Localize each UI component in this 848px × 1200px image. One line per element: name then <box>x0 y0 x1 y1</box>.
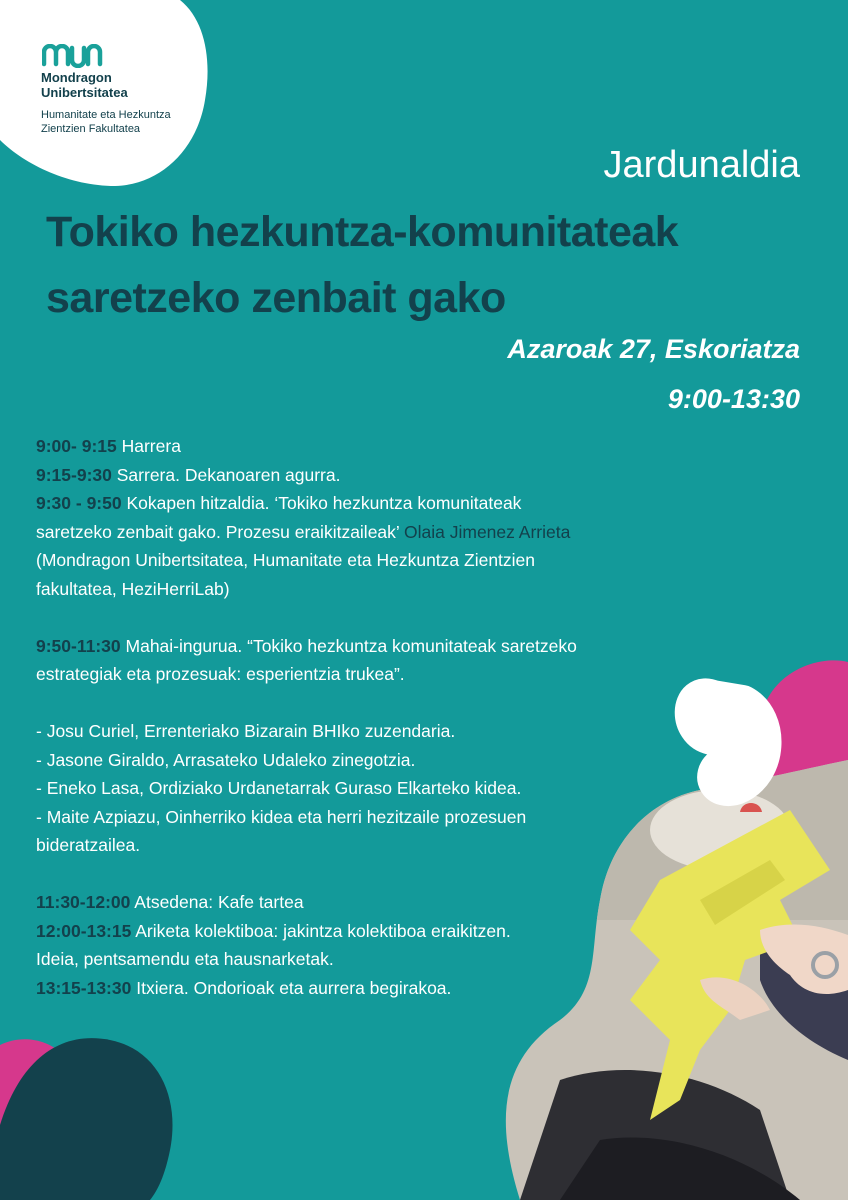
item-time: 12:00-13:15 <box>36 920 132 941</box>
program-item <box>36 974 686 1003</box>
program-item-cont <box>36 518 686 547</box>
item-text: Ideia, pentsamendu eta hausnarketak. <box>36 949 334 969</box>
item-time: 9:30 - 9:50 <box>36 493 122 513</box>
program-item-cont <box>36 660 686 689</box>
item-text: saretzeko zenbait gako. Prozesu eraikitzaileak’ <box>36 521 405 542</box>
event-time: 9:00-13:30 <box>667 384 800 414</box>
item-text: Ariketa kolektiboa: jakintza kolektiboa eraikitzen. <box>131 920 511 941</box>
program-item-cont <box>36 546 686 575</box>
panel-member: - Josu Curiel, Errenteriako Bizarain BHIko zuzendaria. <box>36 721 456 741</box>
panel-member: - Eneko Lasa, Ordiziako Urdanetarrak Guraso Elkarteko kidea. <box>36 778 522 798</box>
item-text: (Mondragon Unibertsitatea, Humanitate eta Hezkuntza Zientzien <box>36 550 536 570</box>
program-item-cont <box>36 945 686 974</box>
item-text: Atsedena: Kafe tartea <box>130 892 304 912</box>
panel-member: - Jasone Giraldo, Arrasateko Udaleko zinegotzia. <box>36 749 416 770</box>
program-item <box>36 888 686 917</box>
item-time: 9:50-11:30 <box>36 635 121 656</box>
program-item <box>36 432 686 461</box>
program-item <box>36 489 686 518</box>
item-text: Mahai-ingurua. “Tokiko hezkuntza komunitateak saretzeko <box>120 635 577 656</box>
logo-sub-line2: Zientzien Fakultatea <box>41 123 141 135</box>
item-text: Harrera <box>116 436 181 456</box>
item-text: estrategiak eta prozesuak: esperientzia trukea”. <box>36 664 405 684</box>
event-kicker: Jardunaldia <box>603 144 800 186</box>
event-date-place: Azaroak 27, Eskoriatza <box>507 334 800 364</box>
panel-member: - Maite Azpiazu, Oinherriko kidea eta herri hezitzaile prozesuen <box>36 806 527 827</box>
item-time: 9:15-9:30 <box>36 464 112 485</box>
program-item-cont <box>36 575 686 604</box>
program-item <box>36 632 686 661</box>
item-text: Sarrera. Dekanoaren agurra. <box>111 464 341 485</box>
item-text: Kokapen hitzaldia. ‘Tokiko hezkuntza komunitateak <box>121 493 522 513</box>
program <box>36 432 686 1002</box>
white-swirl <box>695 698 762 786</box>
item-time: 11:30-12:00 <box>36 892 131 912</box>
title-line1: Tokiko hezkuntza-komunitateak <box>46 208 679 256</box>
mu-logo-icon <box>42 44 106 68</box>
item-time: 13:15-13:30 <box>36 977 132 998</box>
item-text: fakultatea, HeziHerriLab) <box>36 578 230 599</box>
speaker-name: Olaia Jimenez Arrieta <box>404 521 571 542</box>
item-time: 9:00- 9:15 <box>36 436 117 456</box>
program-item <box>36 917 686 946</box>
panel-member: bideratzailea. <box>36 835 141 855</box>
title-line2: saretzeko zenbait gako <box>46 274 506 322</box>
logo-sub-line1: Humanitate eta Hezkuntza <box>41 109 171 121</box>
logo-name-line1: Mondragon <box>41 70 112 85</box>
logo-name-line2: Unibertsitatea <box>41 85 128 100</box>
program-item <box>36 461 686 490</box>
item-text: Itxiera. Ondorioak eta aurrera begirakoa. <box>131 977 452 998</box>
